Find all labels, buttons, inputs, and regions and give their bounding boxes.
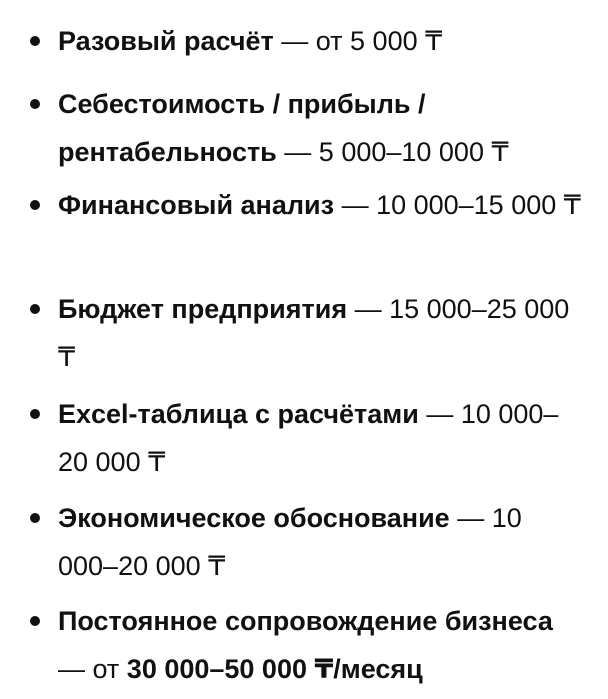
bullet-icon xyxy=(30,36,40,46)
list-item xyxy=(30,17,586,65)
list-item-text xyxy=(58,494,586,590)
list-item-text xyxy=(58,80,586,176)
bullet-icon xyxy=(30,513,40,523)
service-price: — 10 000–20 000 ₸ xyxy=(58,503,522,581)
list-item xyxy=(30,494,586,590)
service-name: Бюджет предприятия xyxy=(58,294,348,324)
list-item-text xyxy=(58,17,586,65)
list-item-text xyxy=(58,390,586,486)
service-price: — 10 000–20 000 ₸ xyxy=(58,399,559,477)
bullet-icon xyxy=(30,304,40,314)
list-item xyxy=(30,390,586,486)
bullet-icon xyxy=(30,200,40,210)
list-item xyxy=(30,285,586,381)
service-name: Экономическое обоснование xyxy=(58,503,450,533)
bullet-icon xyxy=(30,409,40,419)
service-price-prefix: — от xyxy=(58,654,127,684)
service-price: — от 5 000 ₸ xyxy=(273,26,443,56)
service-price-bold: 30 000–50 000 ₸/месяц xyxy=(126,654,423,684)
list-item xyxy=(30,181,586,229)
service-price: — 10 000–15 000 ₸ xyxy=(334,190,581,220)
list-item xyxy=(30,597,586,693)
list-item-text xyxy=(58,597,586,693)
service-name: Разовый расчёт xyxy=(58,26,274,56)
service-name: Себестоимость / прибыль / рентабельность xyxy=(58,89,426,167)
service-price: — 15 000–25 000 ₸ xyxy=(58,294,570,372)
service-price: — 5 000–10 000 ₸ xyxy=(276,137,509,167)
list-item xyxy=(30,80,586,176)
service-name: Финансовый анализ xyxy=(58,190,335,220)
bullet-icon xyxy=(30,616,40,626)
service-name: Постоянное сопровождение бизнеса xyxy=(58,606,553,636)
list-item-text xyxy=(58,285,586,381)
service-name: Excel-таблица с расчётами xyxy=(58,399,419,429)
list-item-text xyxy=(58,181,586,229)
bullet-icon xyxy=(30,99,40,109)
